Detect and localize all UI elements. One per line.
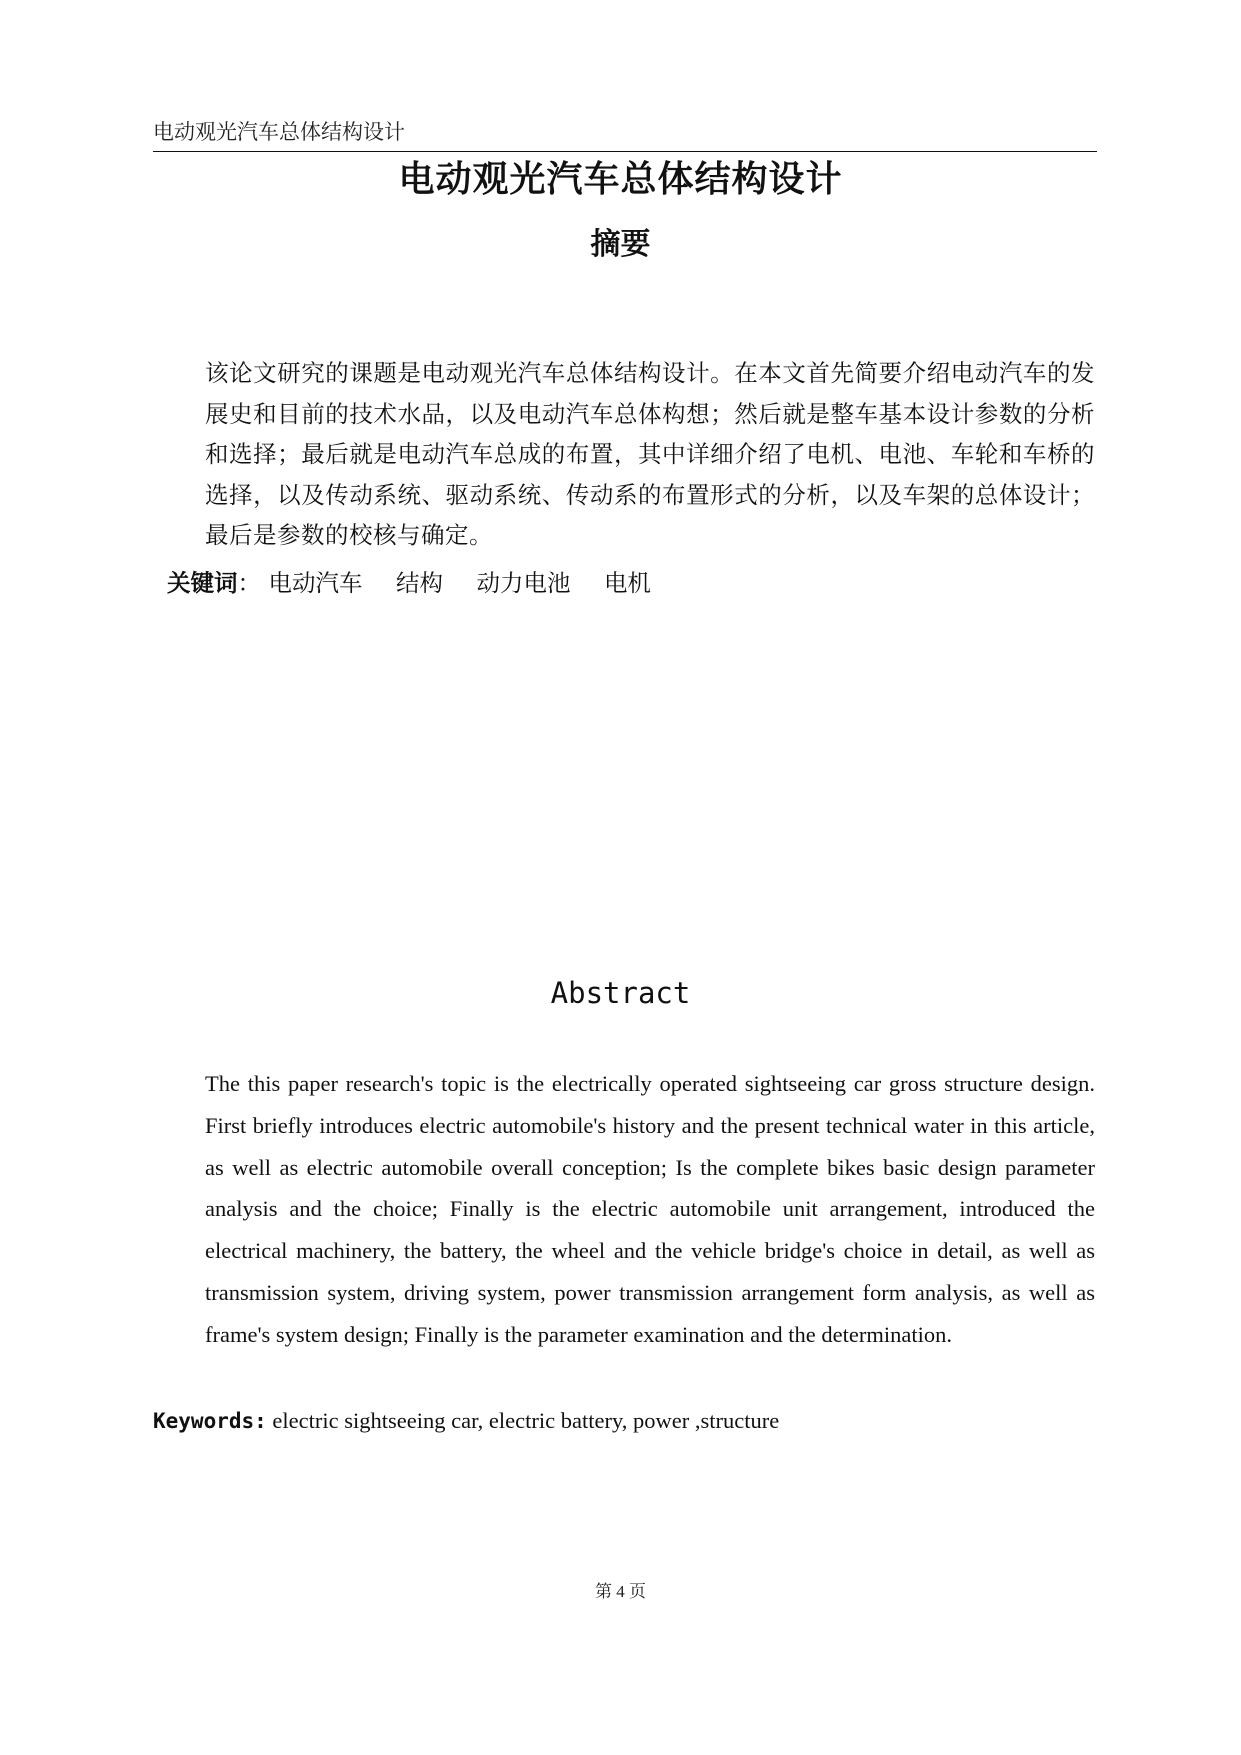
chinese-keywords-separator: ：: [237, 569, 261, 597]
page-number: 第 4 页: [595, 1582, 646, 1601]
keyword-term: 结构: [395, 569, 443, 597]
running-header: 电动观光汽车总体结构设计: [153, 120, 405, 144]
chinese-abstract-heading: 摘要: [590, 227, 651, 262]
english-keywords-label: Keywords:: [153, 1409, 267, 1433]
english-keywords-text: electric sightseeing car, electric battery, power ,structure: [272, 1408, 780, 1433]
english-keywords: [153, 1403, 779, 1439]
chinese-abstract-body: 该论文研究的课题是电动观光汽车总体结构设计。在本文首先简要介绍电动汽车的发展史和目前的技术水品，以及电动汽车总体构想；然后就是整车基本设计参数的分析和选择；最后就是电动汽车总成的布置，其中详细介绍了电机、电池、车轮和车桥的选择，以及传动系统、驱动系统、传动系的布置形式的分析，以及车架的总体设计；最后是参数的校核与确定。: [205, 359, 1095, 549]
keyword-term: 电动汽车: [268, 569, 363, 597]
english-abstract-heading: Abstract: [550, 976, 691, 1010]
document-title: 电动观光汽车总体结构设计: [398, 159, 843, 200]
keyword-term: 动力电池: [476, 569, 571, 597]
english-abstract-body: The this paper research's topic is the electrically operated sightseeing car gross structure design. First briefly introduces electric automobile's history and the present technical water in this article, as well as electric automobile overall conception; Is the complete bikes basic design parameter analysis and the choice; Finally is the electric automobile unit arrangement, introduced the electrical machinery, the battery, the wheel and the vehicle bridge's choice in detail, as well as transmission system, driving system, power transmission arrangement form analysis, as well as frame's system design; Finally is the parameter examination and the determination.: [205, 1071, 1095, 1347]
keyword-term: 电机: [603, 569, 651, 597]
header-rule: [153, 151, 1097, 152]
chinese-keywords: [167, 565, 677, 601]
chinese-keywords-label: 关键词: [167, 569, 238, 597]
